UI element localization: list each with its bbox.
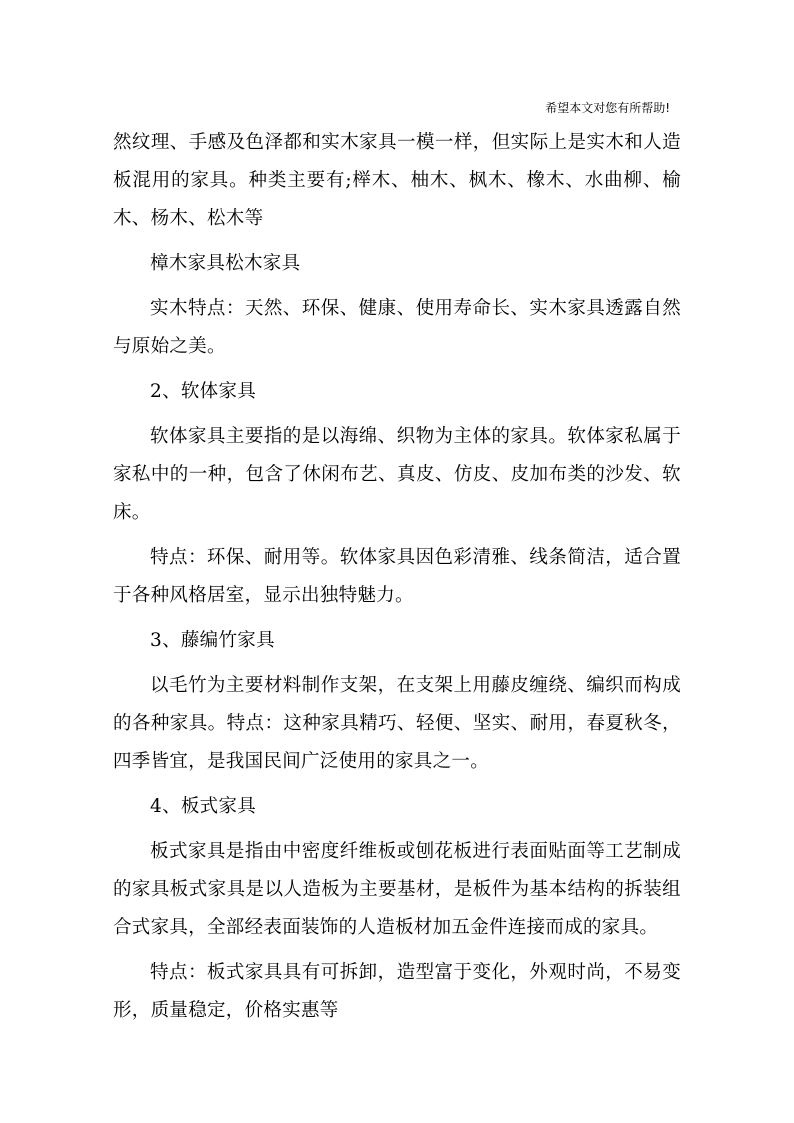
- paragraph: 实木特点：天然、环保、健康、使用寿命长、实木家具透露自然与原始之美。: [113, 298, 681, 357]
- section-heading: 2、软体家具: [150, 381, 257, 402]
- header-note: 希望本文对您有所帮助!: [545, 101, 670, 115]
- paragraph: 特点：板式家具具有可拆卸，造型富于变化，外观时尚，不易变形，质量稳定，价格实惠等: [113, 962, 681, 1021]
- paragraph: 然纹理、手感及色泽都和实木家具一模一样，但实际上是实木和人造板混用的家具。种类主要有;榉木、柚木、枫木、橡木、水曲柳、榆木、杨木、松木等: [113, 132, 681, 229]
- paragraph: 特点：环保、耐用等。软体家具因色彩清雅、线条简洁，适合置于各种风格居室，显示出独特魅力。: [113, 547, 681, 606]
- section-heading: 4、板式家具: [150, 796, 257, 817]
- paragraph: 樟木家具松木家具: [150, 253, 301, 274]
- section-heading: 3、藤编竹家具: [150, 630, 275, 651]
- paragraph: 软体家具主要指的是以海绵、织物为主体的家具。软体家私属于家私中的一种，包含了休闲布艺、真皮、仿皮、皮加布类的沙发、软床。: [113, 426, 681, 523]
- paragraph: 以毛竹为主要材料制作支架，在支架上用藤皮缠绕、编织而构成的各种家具。特点：这种家具精巧、轻便、坚实、耐用，春夏秋冬，四季皆宜，是我国民间广泛使用的家具之一。: [113, 675, 681, 772]
- document-body: [113, 124, 681, 1037]
- paragraph: 板式家具是指由中密度纤维板或刨花板进行表面贴面等工艺制成的家具板式家具是以人造板为主要基材，是板件为基本结构的拆装组合式家具，全部经表面装饰的人造板材加五金件连接而成的家具。: [113, 841, 681, 938]
